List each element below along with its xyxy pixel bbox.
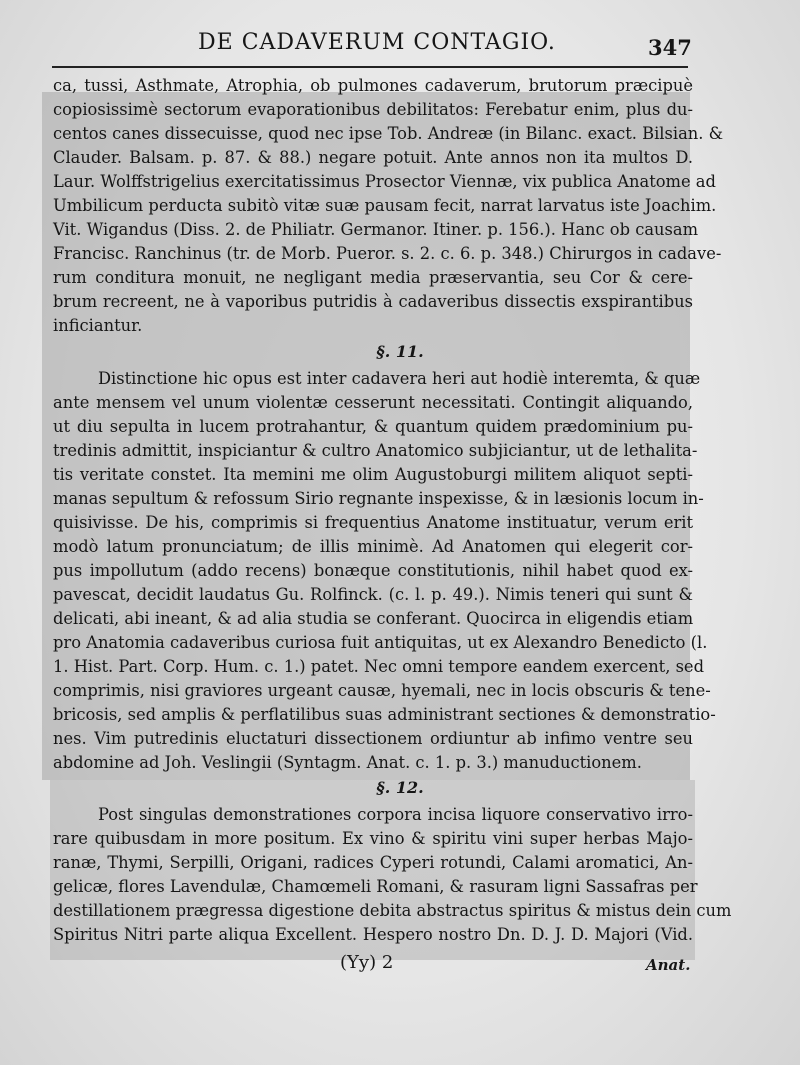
text-line: rum conditura monuit, ne negligant media præservantia, seu Cor & cere-	[53, 268, 693, 287]
text-line: abdomine ad Joh. Veslingii (Syntagm. Anat. c. 1. p. 3.) manuductionem.	[53, 753, 642, 772]
text-line: manas sepultum & refossum Sirio regnante inspexisse, & in læsionis locum in-	[53, 489, 704, 508]
text-line: delicati, abi ineant, & ad alia studia se conferant. Quocirca in eligendis etiam	[53, 609, 694, 628]
text-line: nes. Vim putredinis eluctaturi dissectionem ordiuntur ab infimo ventre seu	[53, 729, 693, 748]
catchword: Anat.	[646, 956, 691, 974]
text-line: quisivisse. De his, comprimis si frequentius Anatome instituatur, verum erit	[53, 513, 693, 532]
text-line: Clauder. Balsam. p. 87. & 88.) negare potuit. Ante annos non ita multos D.	[53, 148, 693, 167]
text-line: ca, tussi, Asthmate, Atrophia, ob pulmones cadaverum, brutorum præcipuè	[53, 76, 693, 95]
text-line: tredinis admittit, inspiciantur & cultro Anatomico subjiciantur, ut de lethalita-	[53, 441, 698, 460]
text-line: ut diu sepulta in lucem protrahantur, & quantum quidem prædominium pu-	[53, 417, 693, 436]
text-line: pro Anatomia cadaveribus curiosa fuit antiquitas, ut ex Alexandro Benedicto (l.	[53, 633, 708, 652]
text-line: brum recreent, ne à vaporibus putridis à cadaveribus dissectis exspirantibus	[53, 292, 693, 311]
signature-mark: (Yy) 2	[340, 952, 394, 973]
text-line: 1. Hist. Part. Corp. Hum. c. 1.) patet. Nec omni tempore eandem exercent, sed	[53, 657, 704, 676]
text-line: ranæ, Thymi, Serpilli, Origani, radices Cyperi rotundi, Calami aromatici, An-	[53, 853, 693, 872]
text-line: destillationem prægressa digestione debita abstractus spiritus & mistus dein cum	[53, 901, 732, 920]
text-line: Distinctione hic opus est inter cadavera heri aut hodiè interemta, & quæ	[98, 369, 701, 388]
page-number: 347	[648, 35, 692, 60]
text-line: Francisc. Ranchinus (tr. de Morb. Pueror. s. 2. c. 6. p. 348.) Chirurgos in cadave-	[53, 244, 722, 263]
section-heading: §. 11.	[376, 342, 424, 361]
text-line: pavescat, decidit laudatus Gu. Rolfinck. (c. l. p. 49.). Nimis teneri qui sunt &	[53, 585, 693, 604]
text-line: pus impollutum (addo recens) bonæque constitutionis, nihil habet quod ex-	[53, 561, 693, 580]
text-line: modò latum pronunciatum; de illis minimè. Ad Anatomen qui elegerit cor-	[53, 537, 693, 556]
text-line: Umbilicum perducta subitò vitæ suæ pausam fecit, narrat larvatus iste Joachim.	[53, 196, 717, 215]
text-line: Spiritus Nitri parte aliqua Excellent. Hespero nostro Dn. D. J. D. Majori (Vid.	[53, 925, 693, 944]
text-line: tis veritate constet. Ita memini me olim Augustoburgi militem aliquot septi-	[53, 465, 693, 484]
text-line: centos canes dissecuisse, quod nec ipse Tob. Andreæ (in Bilanc. exact. Bilsian. &	[53, 124, 724, 143]
text-line: comprimis, nisi graviores urgeant causæ, hyemali, nec in locis obscuris & tene-	[53, 681, 711, 700]
text-line: gelicæ, flores Lavendulæ, Chamœmeli Romani, & rasuram ligni Sassafras per	[53, 877, 698, 896]
text-line: ante mensem vel unum violentæ cesserunt necessitati. Contingit aliquando,	[53, 393, 693, 412]
section-heading: §. 12.	[376, 778, 424, 797]
text-line: Laur. Wolffstrigelius exercitatissimus Prosector Viennæ, vix publica Anatome ad	[53, 172, 716, 191]
running-head: DE CADAVERUM CONTAGIO.	[198, 30, 556, 55]
text-line: copiosissimè sectorum evaporationibus debilitatos: Ferebatur enim, plus du-	[53, 100, 693, 119]
text-line: inficiantur.	[53, 316, 143, 335]
text-line: rare quibusdam in more positum. Ex vino & spiritu vini super herbas Majo-	[53, 829, 693, 848]
text-line: Vit. Wigandus (Diss. 2. de Philiatr. Germanor. Itiner. p. 156.). Hanc ob causam	[53, 220, 699, 239]
text-line: bricosis, sed amplis & perflatilibus suas administrant sectiones & demonstratio-	[53, 705, 716, 724]
text-line: Post singulas demonstrationes corpora incisa liquore conservativo irro-	[98, 805, 693, 824]
header-rule	[52, 66, 688, 68]
